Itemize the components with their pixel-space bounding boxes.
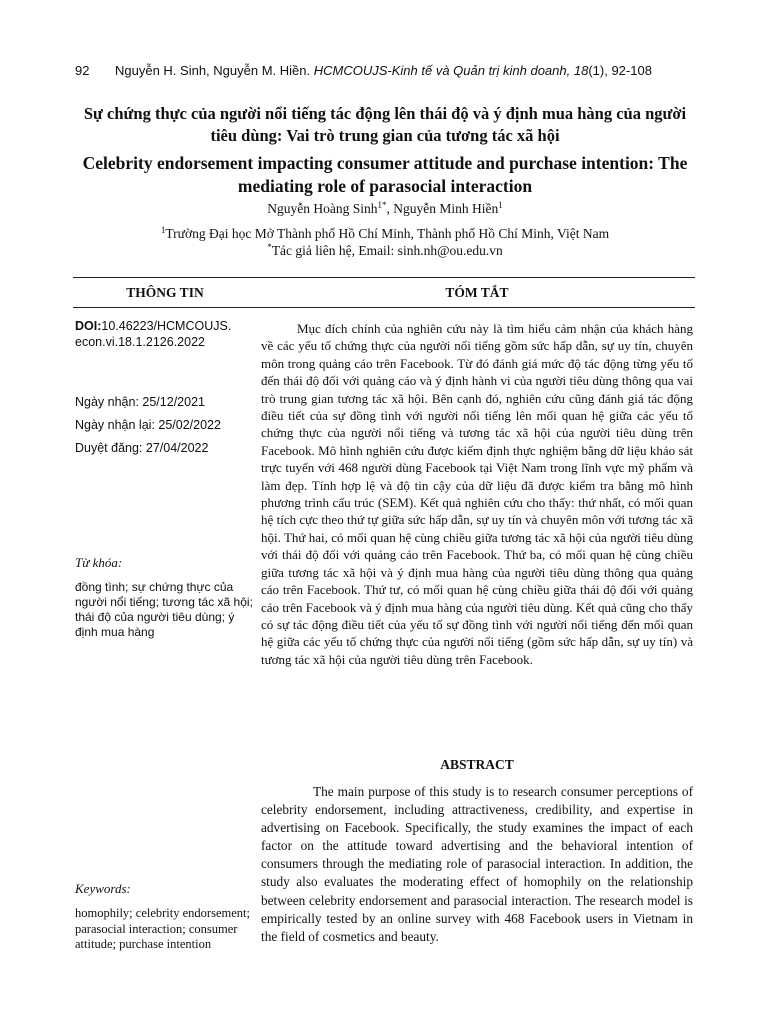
title-english: Celebrity endorsement impacting consumer attitude and purchase intention: The mediating role of parasocial interaction	[82, 153, 688, 196]
author-2-affil-mark: 1	[498, 200, 503, 210]
author-1-affil-mark: 1*	[377, 200, 387, 210]
top-rule	[73, 277, 695, 278]
info-heading: THÔNG TIN	[126, 285, 204, 300]
page-number: 92	[75, 63, 90, 78]
author-1: Nguyễn Hoàng Sinh	[267, 201, 378, 216]
running-header	[75, 63, 695, 78]
corresponding-mark: *	[267, 242, 272, 252]
doi-label: DOI:	[75, 319, 102, 333]
summary-heading: TÓM TẮT	[445, 285, 509, 300]
corresponding-author-line	[75, 242, 695, 259]
header-journal: HCMCOUJS-Kinh tế và Quản trị kinh doanh,	[313, 63, 571, 78]
heading-rule	[73, 307, 695, 308]
affiliation-mark: 1	[160, 225, 166, 235]
keywords-label-vi: Từ khóa:	[75, 555, 123, 570]
corresponding-text: Tác giả liên hệ, Email: sinh.nh@ou.edu.vn	[271, 243, 503, 258]
accepted-date: Duyệt đăng: 27/04/2022	[75, 441, 209, 455]
affiliation-block	[75, 225, 695, 259]
received-date: Ngày nhận: 25/12/2021	[75, 395, 205, 409]
header-issue-pages: (1), 92-108	[588, 63, 652, 78]
title-vietnamese: Sự chứng thực của người nổi tiếng tác động lên thái độ và ý định mua hàng của người tiêu dùng: Vai trò trung gian của tương tác xã hội	[83, 104, 687, 145]
abstract-text-en: The main purpose of this study is to research consumer perceptions of celebrity endorsement, including attractiveness, credibility, and expertise in advertising on Facebook. Specifically, the study examines the impact of each factor on the attitude toward advertising and the behavioral intention of consumers through the mediating role of parasocial interaction. In addition, the study also evaluates the moderating effect of homophily on the relationship between celebrity endorsement and parasocial interaction. The research model is empirically tested by an online survey with 468 Facebook users in Vietnam in the field of cosmetics and beauty.	[261, 784, 693, 944]
author-2: Nguyễn Minh Hiền	[393, 201, 499, 216]
author-separator: ,	[386, 201, 394, 216]
affiliation-line	[75, 225, 695, 242]
doi-value: 10.46223/HCMCOUJS. econ.vi.18.1.2126.2022	[75, 319, 232, 349]
keywords-vi: đồng tình; sự chứng thực của người nổi tiếng; tương tác xã hội; thái độ của người tiêu dùng; ý định mua hàng	[75, 580, 253, 639]
doi-block	[75, 318, 255, 350]
header-volume: 18	[573, 63, 589, 78]
affiliation-text: Trường Đại học Mở Thành phố Hồ Chí Minh, Thành phố Hồ Chí Minh, Việt Nam	[165, 226, 610, 241]
summary-text-vi: Mục đích chính của nghiên cứu này là tìm hiểu cảm nhận của khách hàng về các yếu tố chứng thực của người nổi tiếng gồm sức hấp dẫn, sự uy tín, chuyên môn trong quảng cáo trên Facebook. Từ đó đánh giá mức độ tác động từng yếu tố đến thái độ đối với quảng cáo và ý định hành vi của người tiêu dùng thông qua vai trò trung gian tương tác xã hội. Bên cạnh đó, nghiên cứu cũng đánh giá tác động điều tiết của sự đồng tình với người nổi tiếng lên mối quan hệ giữa các yếu tố chứng thực của người nổi tiếng và tương tác xã hội của người tiêu dùng trên Facebook. Mô hình nghiên cứu được kiểm định thực nghiệm bằng dữ liệu khảo sát trực tuyến với 468 người dùng Facebook tại Việt Nam trong lĩnh vực mỹ phẩm và làm đẹp. Tính hợp lệ và độ tin cậy của dữ liệu đã được kiểm tra bằng mô hình phương trình cấu trúc (SEM). Kết quả nghiên cứu cho thấy: thứ nhất, có mối quan hệ tích cực theo thứ tự giữa sức hấp dẫn, sự uy tín và chuyên môn với tương tác xã hội. Thứ hai, có mối quan hệ cùng chiều giữa tương tác xã hội của người tiêu dùng với thái độ đối với quảng cáo trên Facebook. Thứ ba, có mối quan hệ cùng chiều giữa tương tác xã hội và ý định mua hàng của người tiêu dùng thông qua quảng cáo trên Facebook. Thứ tư, có mối quan hệ cùng chiều giữa thái độ đối với quảng cáo trên Facebook và ý định mua hàng của người tiêu dùng. Kết quả cũng cho thấy có sự tác động điều tiết của yếu tố sự đồng tình với người nổi tiếng đến mối quan hệ giữa các yếu tố chứng thực của người nổi tiếng (gồm sức hấp dẫn, sự uy tín) và tương tác xã hội của người tiêu dùng trên Facebook.	[261, 321, 693, 667]
revised-date: Ngày nhận lại: 25/02/2022	[75, 418, 221, 432]
author-line	[75, 201, 695, 217]
abstract-heading: ABSTRACT	[440, 757, 514, 772]
keywords-label-en: Keywords:	[75, 881, 131, 896]
header-authors: Nguyễn H. Sinh, Nguyễn M. Hiền.	[115, 63, 311, 78]
keywords-en: homophily; celebrity endorsement; parasocial interaction; consumer attitude; purchase intention	[75, 906, 250, 951]
